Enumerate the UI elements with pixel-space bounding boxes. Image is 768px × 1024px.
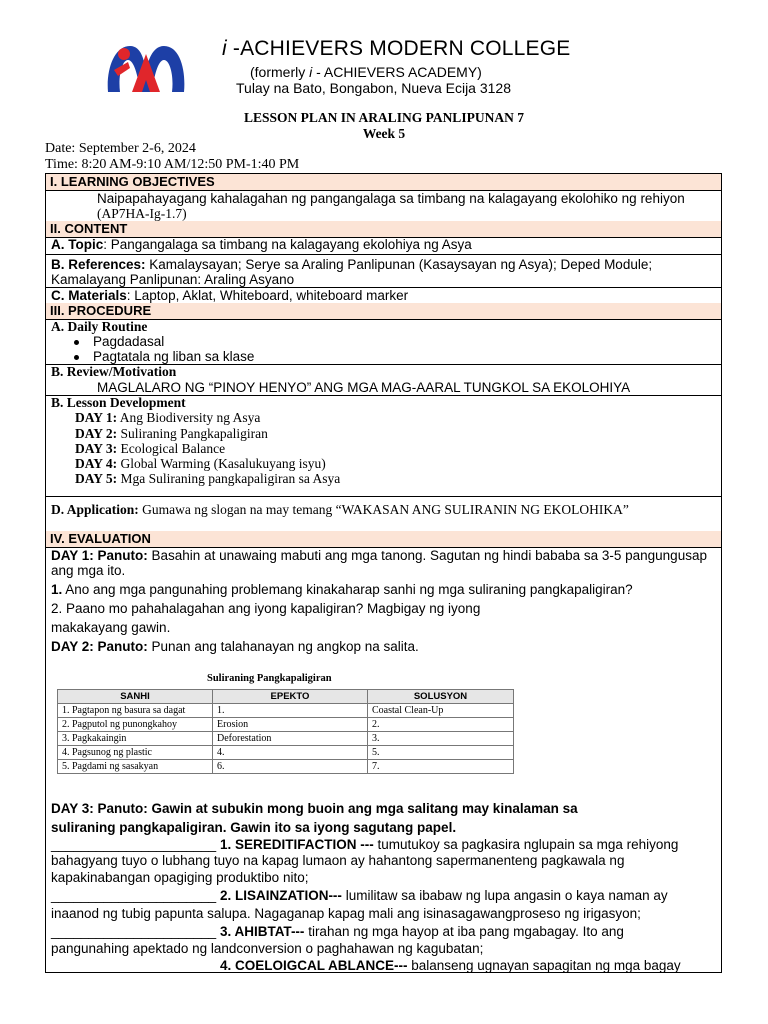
table-title: Suliraning Pangkapaligiran (207, 673, 332, 684)
day1-instruction: DAY 1: Panuto: Basahin at unawaing mabuti ang mga tanong. Sagutan ng hindi bababa sa 3-5 pangungusap (51, 548, 707, 563)
week-label: Week 5 (362, 126, 406, 141)
question-1: 1. Ano ang mga pangunahing problemang kinakaharap sanhi ng mga suliraning pangkapaligiran? (51, 582, 633, 597)
table-cell: 5. (368, 746, 514, 760)
materials-line: C. Materials: Laptop, Aklat, Whiteboard, whiteboard marker (51, 288, 409, 303)
daily-routine-label: A. Daily Routine (51, 319, 148, 334)
review-label: B. Review/Motivation (51, 364, 177, 379)
routine-item: Pagdadasal (74, 334, 164, 349)
table-cell: 2. (368, 718, 514, 732)
table-cell: Coastal Clean-Up (368, 704, 514, 718)
table-row (58, 760, 514, 774)
col-header: SOLUSYON (368, 690, 514, 704)
table-cell: 4. Pagsunog ng plastic (58, 746, 213, 760)
table-cell: 1. Pagtapon ng basura sa dagat (58, 704, 213, 718)
address: Tulay na Bato, Bongabon, Nueva Ecija 3128 (236, 80, 512, 96)
topic-line: A. Topic: Pangangalaga sa timbang na kalagayang ekolohiya ng Asya (51, 237, 472, 252)
procedure-heading: III. PROCEDURE (46, 303, 721, 319)
day1-instruction-2: ang mga ito. (51, 563, 126, 578)
table-cell: 3. (368, 732, 514, 746)
day-item: DAY 2: Suliraning Pangkapaligiran (75, 426, 268, 441)
college-logo (104, 40, 188, 96)
scramble-item-def: kapakinabangan opagiging produktibo nito; (51, 870, 309, 885)
table-cell: 3. Pagkakaingin (58, 732, 213, 746)
objective-text: Naipapahayagang kahalagahan ng pangangalaga sa timbang na kalagayang ekolohiko ng rehiyon (97, 191, 685, 206)
table-row (58, 704, 514, 718)
question-2: 2. Paano mo pahahalagahan ang iyong kapaligiran? Magbigay ng iyong (51, 601, 481, 616)
review-text: MAGLALARO NG “PINOY HENYO” ANG MGA MAG-AARAL TUNGKOL SA EKOLOHIYA (97, 380, 631, 395)
content-heading: II. CONTENT (46, 221, 721, 237)
table-cell: 7. (368, 760, 514, 774)
lesson-development-label: B. Lesson Development (51, 395, 186, 410)
day-item: DAY 1: Ang Biodiversity ng Asya (75, 410, 261, 425)
table-cell: 2. Pagputol ng punongkahoy (58, 718, 213, 732)
table-cell: 1. (213, 704, 368, 718)
table-row (58, 746, 514, 760)
scramble-item: ______________________ 3. AHIBTAT--- tirahan ng mga hayop at iba pang mgabagay. Ito ang (51, 924, 624, 939)
institution-name: i -ACHIEVERS MODERN COLLEGE (222, 37, 571, 60)
table-cell: 5. Pagdami ng sasakyan (58, 760, 213, 774)
time-line: Time: 8:20 AM-9:10 AM/12:50 PM-1:40 PM (45, 157, 300, 172)
objective-code: (AP7HA-Ig-1.7) (97, 206, 187, 221)
scramble-item-def: inaanod ng tubig papunta salupa. Nagaganap kapag mali ang isinasagawangproseso ng irigasyon; (51, 906, 641, 921)
day-item: DAY 4: Global Warming (Kasalukuyang isyu) (75, 456, 326, 471)
day3-instruction-2: suliraning pangkapaligiran. Gawin ito sa iyong sagutang papel. (51, 820, 457, 835)
day3-instruction: DAY 3: Panuto: Gawin at subukin mong buoin ang mga salitang may kinalaman sa (51, 801, 578, 816)
evaluation-heading: IV. EVALUATION (46, 531, 721, 547)
question-2-cont: makakayang gawin. (51, 620, 171, 635)
table-cell: Erosion (213, 718, 368, 732)
scramble-item: ______________________ 4. COELOIGCAL ABLANCE--- balanseng ugnayan sapagitan ng mga bagay (51, 958, 681, 973)
routine-item: Pagtatala ng liban sa klase (74, 349, 254, 364)
scramble-item-def: pangunahing apektado ng landconversion o paghahawan ng kagubatan; (51, 941, 484, 956)
table-cell: Deforestation (213, 732, 368, 746)
date-line: Date: September 2-6, 2024 (45, 141, 196, 156)
objectives-heading: I. LEARNING OBJECTIVES (45, 173, 722, 190)
references-line-2: Kamalayang Panlipunan: Araling Asyano (51, 272, 295, 287)
col-header: EPEKTO (213, 690, 368, 704)
scramble-item: ______________________ 2. LISAINZATION--- lumilitaw sa ibabaw ng lupa angasin o kaya naman ay (51, 888, 668, 903)
col-header: SANHI (58, 690, 213, 704)
table-row (58, 718, 514, 732)
day-item: DAY 5: Mga Suliraning pangkapaligiran sa Asya (75, 471, 341, 486)
lesson-plan-title: LESSON PLAN IN ARALING PANLIPUNAN 7 (244, 110, 524, 125)
table-cell: 6. (213, 760, 368, 774)
table-row (58, 732, 514, 746)
scramble-item-def: bahagyang tuyo o lubhang tuyo na kapag lumaon ay hahantong sapermanenteng pagkawala ng (51, 853, 625, 868)
application-line: D. Application: Gumawa ng slogan na may temang “WAKASAN ANG SULIRANIN NG EKOLOHIKA” (51, 502, 629, 517)
formerly-line: (formerly i - ACHIEVERS ACADEMY) (250, 64, 482, 80)
scramble-item: ______________________ 1. SEREDITIFACTION --- tumutukoy sa pagkasira nglupain sa mga rehiyong (51, 837, 679, 852)
day-item: DAY 3: Ecological Balance (75, 441, 226, 456)
environment-table (57, 689, 514, 774)
references-line: B. References: Kamalaysayan; Serye sa Araling Panlipunan (Kasaysayan ng Asya); Deped Module; (51, 257, 653, 272)
table-cell: 4. (213, 746, 368, 760)
day2-instruction: DAY 2: Panuto: Punan ang talahanayan ng angkop na salita. (51, 639, 419, 654)
